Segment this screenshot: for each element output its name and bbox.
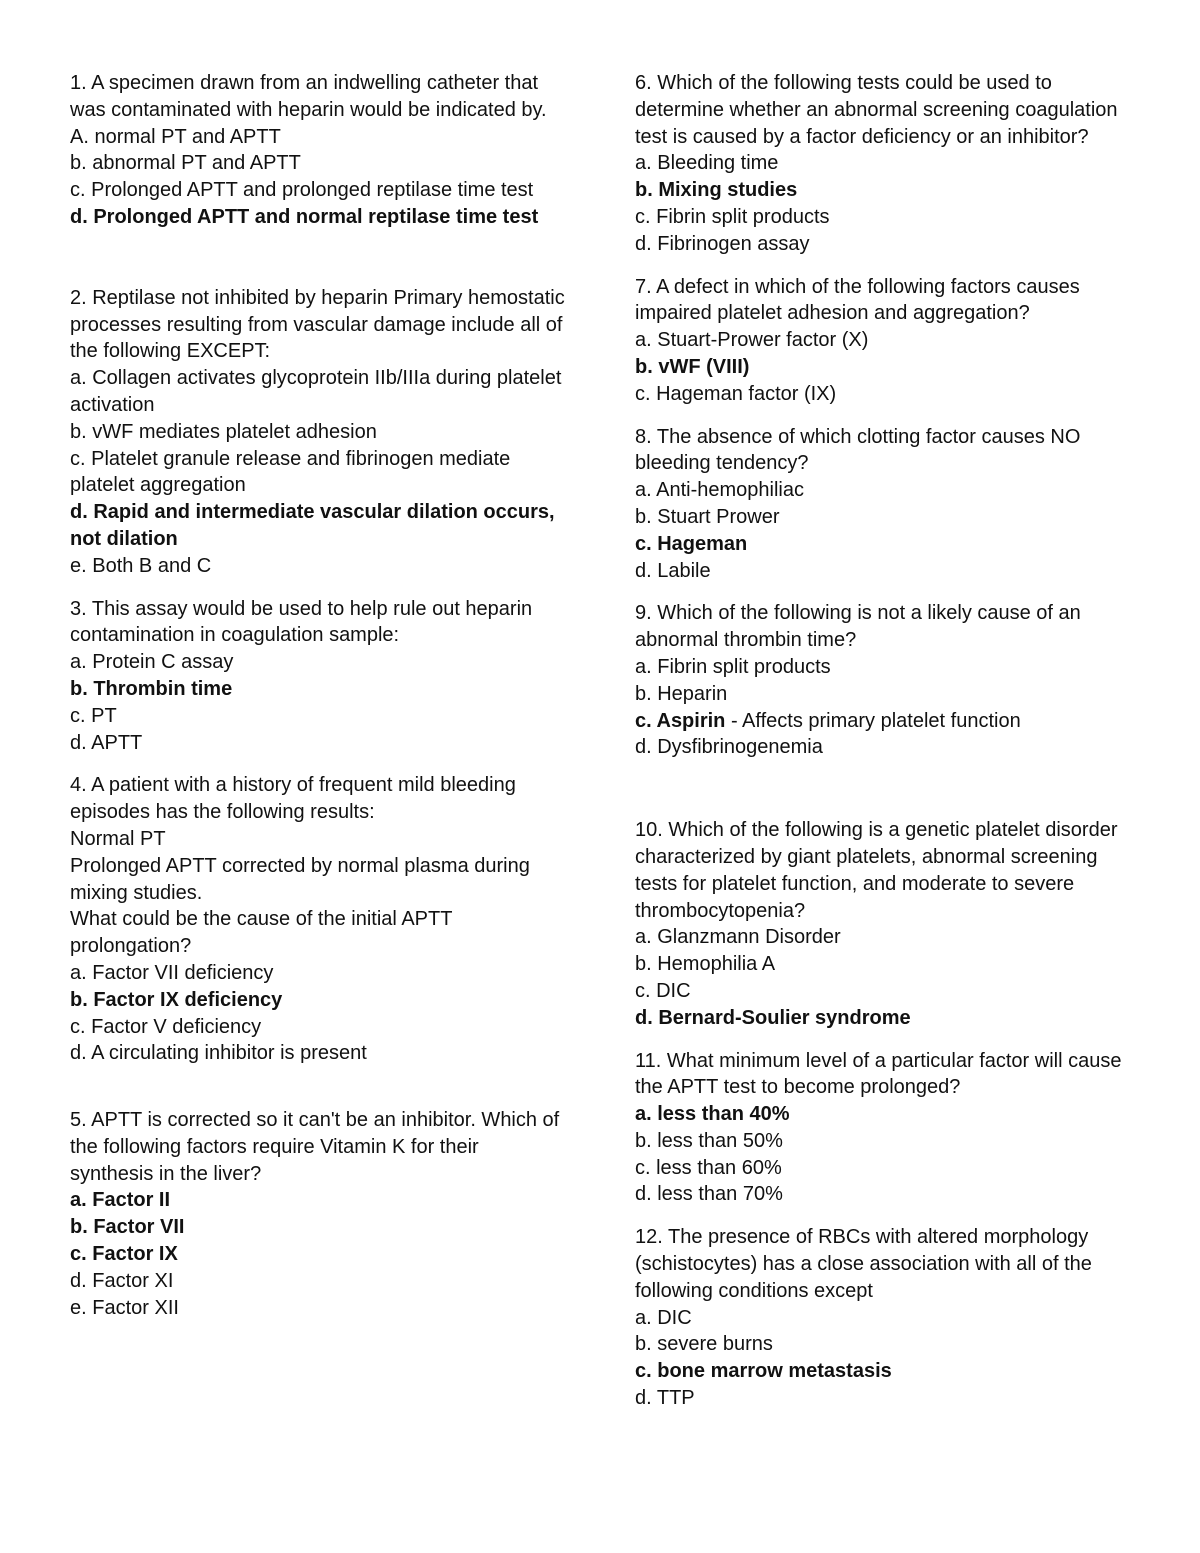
answer-option: c. Factor V deficiency — [70, 1015, 262, 1038]
question-12 — [635, 1224, 1135, 1412]
answer-option: b. less than 50% — [635, 1129, 783, 1152]
question-stem: 8. The absence of which clotting factor causes NO bleeding tendency? — [635, 425, 1081, 475]
question-stem-line: Prolonged APTT corrected by normal plasma during mixing studies. — [70, 854, 530, 904]
answer-option: d. Factor XI — [70, 1269, 174, 1292]
correct-answer-option — [635, 708, 1135, 735]
correct-answer-option: b. Mixing studies — [635, 179, 798, 202]
question-stem-line: Normal PT — [70, 827, 166, 850]
correct-answer-option: b. Thrombin time — [70, 677, 233, 700]
answer-option: a. Factor VII deficiency — [70, 961, 274, 984]
answer-option: b. vWF mediates platelet adhesion — [70, 420, 377, 443]
answer-option: a. Bleeding time — [635, 152, 779, 175]
question-10 — [635, 817, 1135, 1031]
question-stem: 12. The presence of RBCs with altered morphology (schistocytes) has a close association with all of the following conditions except — [635, 1226, 1092, 1302]
answer-option: b. abnormal PT and APTT — [70, 152, 301, 175]
answer-option: a. Anti-hemophiliac — [635, 479, 804, 502]
question-stem: 7. A defect in which of the following factors causes impaired platelet adhesion and aggregation? — [635, 275, 1080, 325]
answer-option: b. Heparin — [635, 682, 728, 705]
answer-option: c. PT — [70, 704, 117, 727]
correct-answer-option: d. Prolonged APTT and normal reptilase time test — [70, 205, 539, 228]
question-6 — [635, 70, 1135, 258]
answer-option: b. Stuart Prower — [635, 505, 780, 528]
question-1 — [70, 70, 565, 231]
question-stem: 9. Which of the following is not a likely cause of an abnormal thrombin time? — [635, 602, 1081, 652]
answer-option: d. TTP — [635, 1387, 695, 1410]
question-stem-line: What could be the cause of the initial APTT prolongation? — [70, 908, 453, 958]
question-8 — [635, 424, 1135, 585]
correct-answer-option: c. Hageman — [635, 532, 748, 555]
answer-option: a. Fibrin split products — [635, 655, 831, 678]
left-column — [70, 70, 565, 1321]
correct-answer-option: a. Factor II — [70, 1189, 171, 1212]
answer-option: A. normal PT and APTT — [70, 125, 281, 148]
answer-option: a. Protein C assay — [70, 651, 234, 674]
answer-option: a. Collagen activates glycoprotein IIb/IIIa during platelet activation — [70, 367, 562, 416]
answer-option: d. A circulating inhibitor is present — [70, 1042, 367, 1065]
answer-option: b. Hemophilia A — [635, 953, 776, 976]
correct-answer-label: c. Aspirin — [635, 709, 726, 732]
answer-option: d. APTT — [70, 731, 143, 754]
correct-answer-option: d. Bernard-Soulier syndrome — [635, 1006, 911, 1029]
answer-option: b. severe burns — [635, 1333, 773, 1356]
answer-option: d. Dysfibrinogenemia — [635, 736, 823, 759]
question-stem: 2. Reptilase not inhibited by heparin Primary hemostatic processes resulting from vascular damage include all of the following EXCEPT: — [70, 286, 565, 363]
answer-option: c. less than 60% — [635, 1156, 782, 1179]
question-9 — [635, 600, 1135, 761]
answer-option: e. Factor XII — [70, 1296, 179, 1319]
question-stem: 6. Which of the following tests could be used to determine whether an abnormal screening coagulation test is caused by a factor deficiency or an inhibitor? — [635, 72, 1118, 148]
correct-answer-option: c. bone marrow metastasis — [635, 1360, 892, 1383]
question-5 — [70, 1107, 565, 1321]
question-4 — [70, 772, 565, 1067]
correct-answer-option: d. Rapid and intermediate vascular dilation occurs, not dilation — [70, 501, 555, 550]
question-3 — [70, 596, 565, 757]
answer-note: - Affects primary platelet function — [725, 709, 1021, 732]
correct-answer-option: a. less than 40% — [635, 1103, 790, 1126]
answer-option: c. Fibrin split products — [635, 205, 830, 228]
question-2 — [70, 285, 565, 580]
question-stem: 1. A specimen drawn from an indwelling catheter that was contaminated with heparin would be indicated by. — [70, 72, 547, 121]
question-7 — [635, 274, 1135, 408]
right-column — [635, 70, 1135, 1412]
correct-answer-option: b. Factor VII — [70, 1216, 185, 1239]
answer-option: d. less than 70% — [635, 1183, 783, 1206]
answer-option: c. DIC — [635, 979, 691, 1002]
answer-option: a. Glanzmann Disorder — [635, 926, 841, 949]
correct-answer-option: b. vWF (VIII) — [635, 355, 750, 378]
answer-option: d. Fibrinogen assay — [635, 232, 810, 255]
question-stem: 4. A patient with a history of frequent mild bleeding episodes has the following results: — [70, 774, 516, 824]
correct-answer-option: b. Factor IX deficiency — [70, 988, 283, 1011]
answer-option: d. Labile — [635, 559, 711, 582]
answer-option: e. Both B and C — [70, 554, 212, 577]
question-stem: 10. Which of the following is a genetic platelet disorder characterized by giant platelets, abnormal screening tests for platelet function, and moderate to severe thrombocytopenia? — [635, 819, 1118, 922]
answer-option: c. Platelet granule release and fibrinogen mediate platelet aggregation — [70, 447, 511, 497]
question-stem: 11. What minimum level of a particular factor will cause the APTT test to become prolonged? — [635, 1049, 1122, 1099]
answer-option: a. DIC — [635, 1306, 692, 1329]
answer-option: a. Stuart-Prower factor (X) — [635, 329, 869, 352]
answer-option: c. Hageman factor (IX) — [635, 382, 837, 405]
question-stem: 3. This assay would be used to help rule out heparin contamination in coagulation sample: — [70, 597, 533, 647]
question-11 — [635, 1048, 1135, 1209]
answer-option: c. Prolonged APTT and prolonged reptilase time test — [70, 179, 534, 202]
correct-answer-option: c. Factor IX — [70, 1243, 178, 1266]
question-stem: 5. APTT is corrected so it can't be an inhibitor. Which of the following factors require Vitamin K for their synthesis in the liver? — [70, 1109, 560, 1185]
